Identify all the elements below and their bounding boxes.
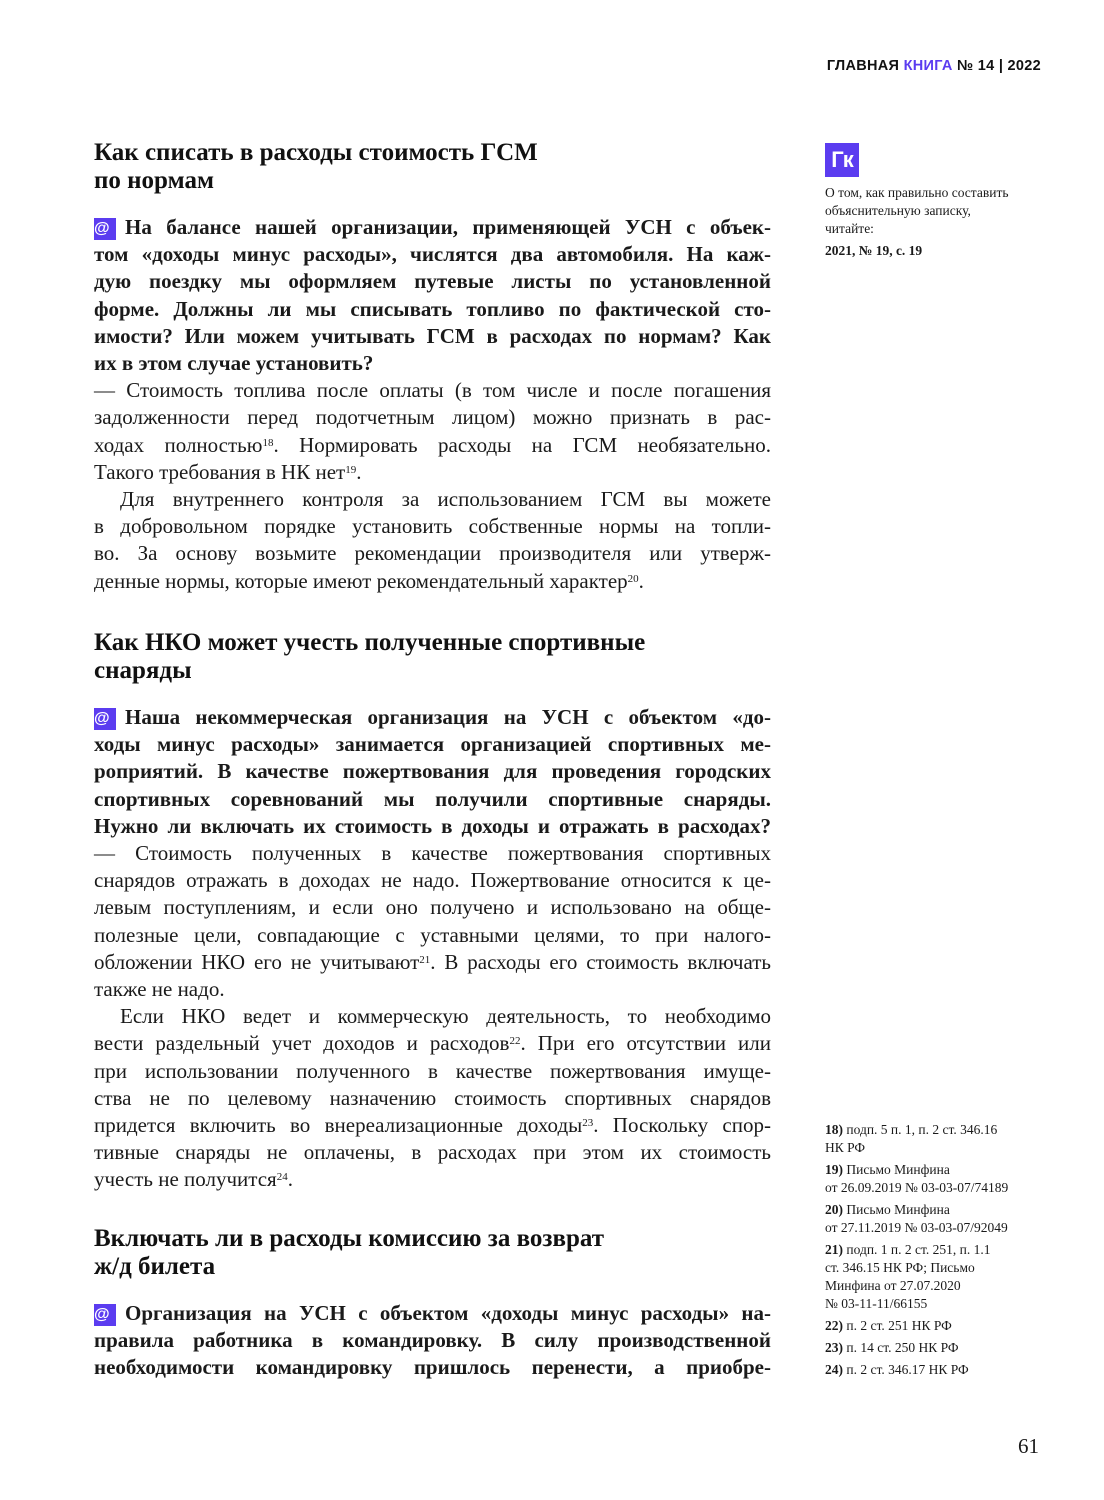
section-title	[94, 1225, 771, 1281]
footnote-number: 24)	[825, 1362, 843, 1377]
footnote-line	[825, 1241, 1055, 1259]
sidebar-note[interactable]	[825, 184, 1055, 260]
text-line: полезные цели, совпадающие с уставными целями, то при налого-	[94, 922, 771, 947]
footnote-text: от 26.09.2019 № 03-03-07/74189	[825, 1180, 1009, 1195]
footnote-line	[825, 1201, 1055, 1219]
footnote-ref[interactable]: 19	[345, 463, 357, 476]
answer-paragraph	[94, 377, 771, 486]
text-line: Если НКО ведет и коммерческую деятельность, то необходимо	[120, 1004, 771, 1029]
footnote-line	[825, 1259, 1055, 1277]
footnote-ref[interactable]: 21	[419, 953, 431, 966]
text-line: во. За основу возьмите рекомендации производителя или утверж-	[94, 541, 771, 566]
footnote-text: п. 14 ст. 250 НК РФ	[846, 1340, 959, 1355]
text-line: ходы минус расходы» занимается организацией спортивных ме-	[94, 732, 771, 757]
footnote-ref[interactable]: 22	[509, 1035, 521, 1048]
glavkniga-logo-icon: Гк	[825, 143, 859, 177]
text-paragraph	[94, 486, 771, 595]
text-line: вести раздельный учет доходов и расходов$^{22}$. При его отсутствии или	[94, 1031, 772, 1056]
text-line: имости? Или можем учитывать ГСМ в расходах по нормам? Как	[94, 323, 771, 348]
footnote-number: 21)	[825, 1242, 843, 1257]
text-line: @ На балансе нашей организации, применяющей УСН с объек-	[94, 215, 771, 239]
section-title-line: снаряды	[94, 657, 192, 684]
text-line: Нужно ли включать их стоимость в доходы и отражать в расходах?	[94, 813, 771, 838]
text-line: спортивных соревнований мы получили спортивные снаряды.	[94, 786, 771, 811]
footnotes	[825, 1121, 1055, 1383]
footnote	[825, 1121, 1055, 1157]
footnote-text: № 03-11-11/66155	[825, 1296, 928, 1311]
sidebar-note-reference[interactable]: 2021, № 19, с. 19	[825, 243, 923, 258]
text-paragraph	[94, 1003, 771, 1193]
footnote-text: Письмо Минфина	[846, 1162, 950, 1177]
text-line: их в этом случае установить?	[94, 351, 374, 376]
issue-number: № 14 | 2022	[957, 58, 1041, 74]
text-line: в добровольном порядке установить собственные нормы на топли-	[94, 514, 771, 539]
text-line: ства не по целевому назначению стоимость спортивных снарядов	[94, 1085, 771, 1110]
brand-accent: КНИГА	[903, 58, 953, 74]
text-line: денные нормы, которые имеют рекомендательный характер$^{20}$.	[94, 568, 644, 593]
footnote-ref[interactable]: 23	[582, 1117, 594, 1130]
footnote-text: от 27.11.2019 № 03-03-07/92049	[825, 1220, 1008, 1235]
footnote-line	[825, 1161, 1055, 1179]
text-line: правила работника в командировку. В силу производственной	[94, 1328, 771, 1353]
text-line: снарядов отражать в доходах не надо. Пожертвование относится к це-	[94, 868, 771, 893]
footnote-line	[825, 1179, 1055, 1197]
footnote-ref[interactable]: 24	[276, 1171, 288, 1184]
question-at-icon: @	[94, 1304, 116, 1326]
footnote-ref[interactable]: 18	[262, 436, 274, 449]
question-at-icon: @	[94, 708, 116, 730]
answer-paragraph	[94, 840, 771, 1003]
footnote-line	[825, 1121, 1055, 1139]
footnote-number: 20)	[825, 1202, 843, 1217]
text-line: дую поездку мы оформляем путевые листы по установленной	[94, 269, 771, 294]
text-line: ходах полностью$^{18}$. Нормировать расходы на ГСМ необязательно.	[94, 432, 771, 457]
section-nko-sport-equipment	[94, 629, 771, 1194]
sidebar-note-line: объяснительную записку,	[825, 203, 971, 218]
section-ticket-refund-fee	[94, 1225, 771, 1382]
footnote-line	[825, 1219, 1055, 1237]
footnote	[825, 1161, 1055, 1197]
text-line: придется включить во внереализационные доходы$^{23}$. Поскольку спор-	[94, 1113, 771, 1138]
footnote-text: Минфина от 27.07.2020	[825, 1278, 961, 1293]
section-title-line: ж/д билета	[94, 1253, 216, 1280]
section-title-line: по нормам	[94, 167, 214, 194]
section-title	[94, 629, 771, 685]
footnote-ref[interactable]: 20	[627, 572, 639, 585]
footnote-text: НК РФ	[825, 1140, 866, 1155]
text-line: необходимости командировку пришлось перенести, а приобре-	[94, 1355, 771, 1380]
brand-main: ГЛАВНАЯ	[826, 58, 900, 74]
text-line: Для внутреннего контроля за использованием ГСМ вы можете	[120, 487, 771, 512]
footnote	[825, 1201, 1055, 1237]
running-header	[827, 58, 1041, 74]
footnote	[825, 1361, 1055, 1379]
text-line: при использовании полученного в качестве пожертвования имуще-	[94, 1058, 771, 1083]
sidebar-note-line: О том, как правильно составить	[825, 185, 1009, 200]
page-number: 61	[1018, 1434, 1039, 1458]
footnote-number: 22)	[825, 1318, 843, 1333]
footnote-number: 18)	[825, 1122, 843, 1137]
text-line: обложении НКО его не учитывают$^{21}$. В расходы его стоимость включать	[94, 949, 771, 974]
question-paragraph	[94, 704, 771, 840]
footnote-number: 23)	[825, 1340, 843, 1355]
text-line: том «доходы минус расходы», числятся два автомобиля. На каж-	[94, 242, 771, 267]
footnote	[825, 1317, 1055, 1335]
footnote	[825, 1339, 1055, 1357]
text-line: Такого требования в НК нет$^{19}$.	[94, 459, 362, 484]
footnote-text: Письмо Минфина	[846, 1202, 950, 1217]
footnote-text: п. 2 ст. 346.17 НК РФ	[846, 1362, 969, 1377]
footnote-line	[825, 1277, 1055, 1295]
text-line: тивные снаряды не оплачены, в расходах при этом их стоимость	[94, 1140, 771, 1165]
footnote-line	[825, 1317, 1055, 1335]
text-line: учесть не получится$^{24}$.	[94, 1167, 293, 1192]
text-line: левым поступлениям, и если оно получено и использовано на обще-	[94, 895, 771, 920]
question-paragraph	[94, 1300, 771, 1382]
section-title-line: Как НКО может учесть полученные спортивные	[94, 629, 646, 656]
footnote-number: 19)	[825, 1162, 843, 1177]
text-line: @ Организация на УСН с объектом «доходы минус расходы» на-	[94, 1301, 771, 1325]
text-line: задолженности перед подотчетным лицом) можно признать в рас-	[94, 405, 771, 430]
footnote-line	[825, 1139, 1055, 1157]
footnote-text: подп. 1 п. 2 ст. 251, п. 1.1	[846, 1242, 991, 1257]
footnote	[825, 1241, 1055, 1313]
text-line: роприятий. В качестве пожертвования для проведения городских	[94, 759, 771, 784]
section-fuel-norms	[94, 139, 771, 595]
footnote-line	[825, 1295, 1055, 1313]
sidebar-note-line: читайте:	[825, 221, 874, 236]
question-paragraph	[94, 214, 771, 377]
text-line: — Стоимость полученных в качестве пожертвования спортивных	[94, 841, 771, 866]
section-title-line: Включать ли в расходы комиссию за возврат	[94, 1225, 604, 1252]
text-line: @ Наша некоммерческая организация на УСН с объектом «до-	[94, 705, 771, 729]
footnote-line	[825, 1339, 1055, 1357]
text-line: форме. Должны ли мы списывать топливо по фактической сто-	[94, 296, 771, 321]
text-line: также не надо.	[94, 977, 225, 1002]
section-title-line: Как списать в расходы стоимость ГСМ	[94, 139, 538, 166]
footnote-text: ст. 346.15 НК РФ; Письмо	[825, 1260, 975, 1275]
text-line: — Стоимость топлива после оплаты (в том числе и после погашения	[94, 378, 771, 403]
footnote-text: подп. 5 п. 1, п. 2 ст. 346.16	[846, 1122, 998, 1137]
question-at-icon: @	[94, 218, 116, 240]
footnote-text: п. 2 ст. 251 НК РФ	[846, 1318, 952, 1333]
footnote-line	[825, 1361, 1055, 1379]
section-title	[94, 139, 771, 195]
